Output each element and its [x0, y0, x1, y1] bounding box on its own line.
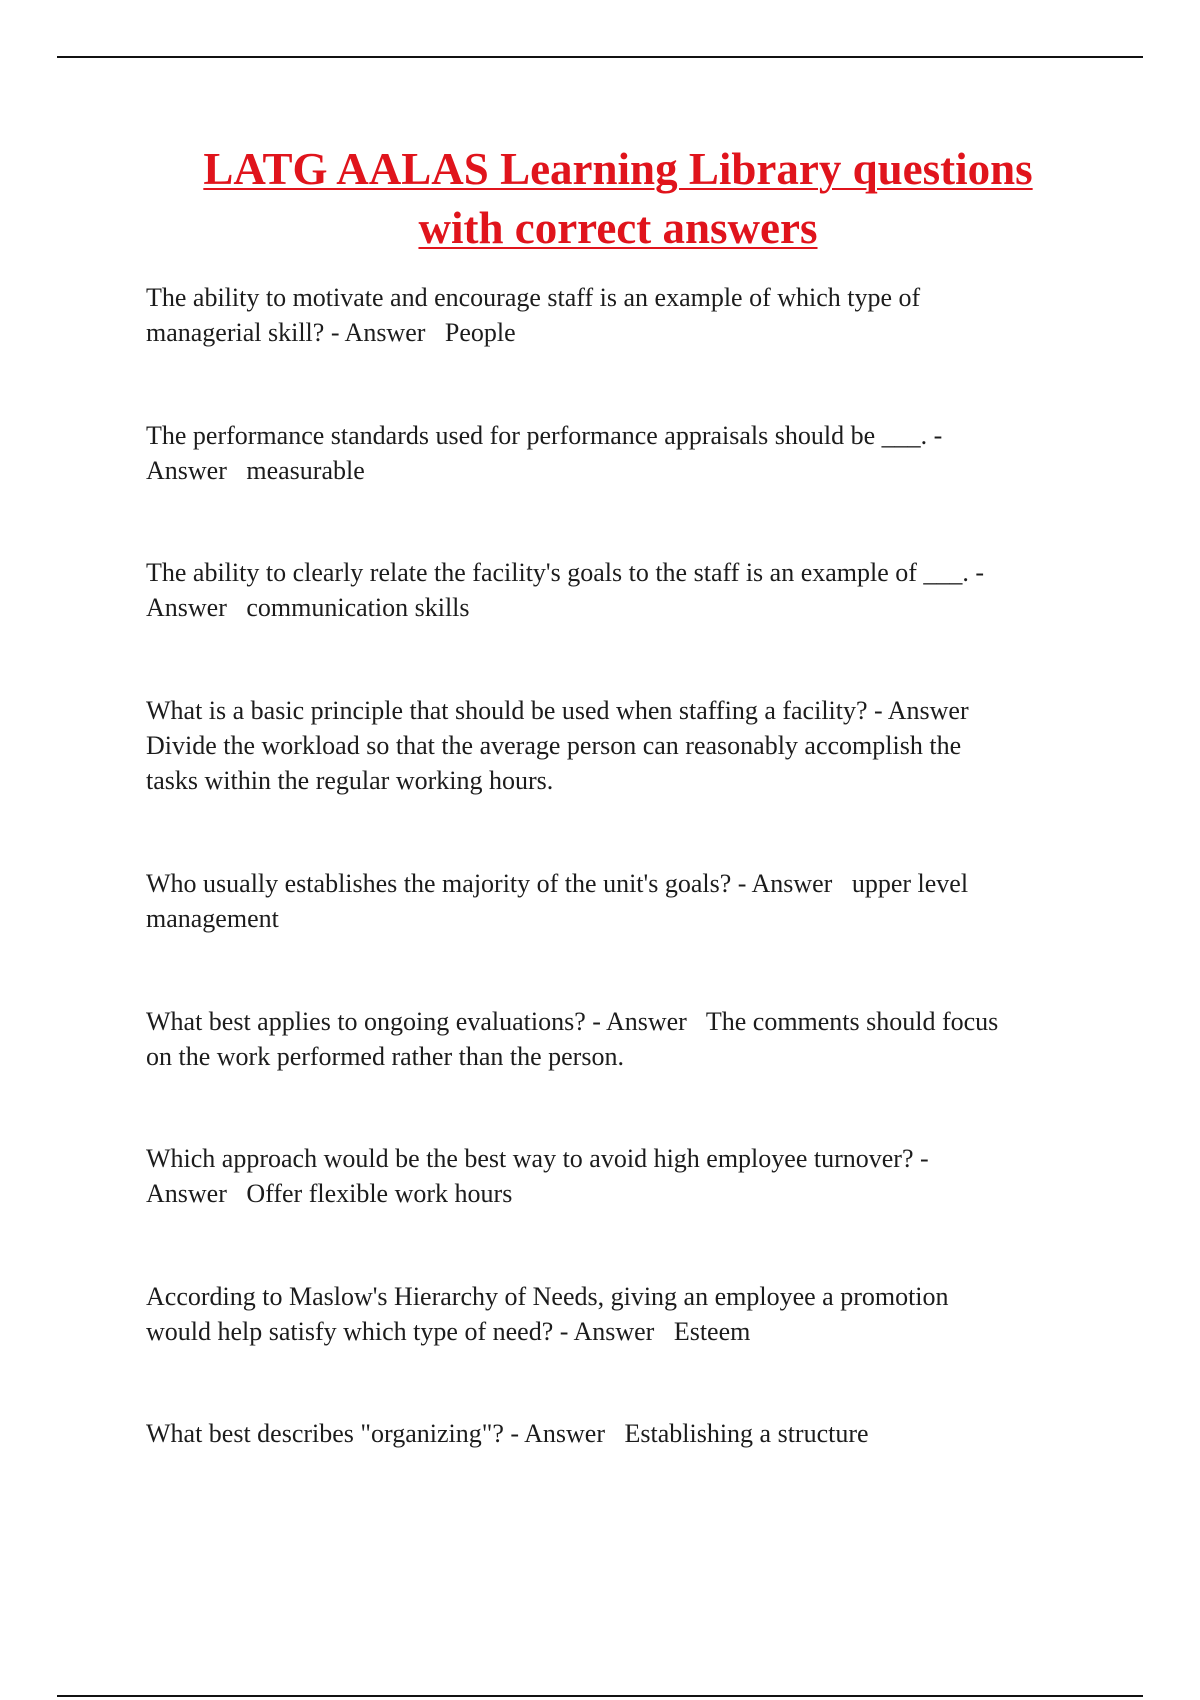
question-answer-3: The ability to clearly relate the facility's goals to the staff is an example of ___. - Answer communication skills — [146, 558, 985, 622]
title-line-2: with correct answers — [418, 203, 818, 253]
question-answer-6: What best applies to ongoing evaluations? - Answer The comments should focus on the work performed rather than the person. — [146, 1007, 999, 1071]
question-answer-8: According to Maslow's Hierarchy of Needs, giving an employee a promotion would help satisfy which type of need? - Answer Esteem — [146, 1282, 949, 1346]
question-answer-2: The performance standards used for performance appraisals should be ___. - Answer measurable — [146, 421, 943, 485]
question-answer-5: Who usually establishes the majority of the unit's goals? - Answer upper level management — [146, 869, 969, 933]
question-answer-9: What best describes "organizing"? - Answer Establishing a structure — [146, 1419, 869, 1448]
title-line-1: LATG AALAS Learning Library questions — [203, 144, 1033, 194]
bottom-rule — [57, 1695, 1143, 1697]
question-answer-7: Which approach would be the best way to avoid high employee turnover? - Answer Offer flexible work hours — [146, 1144, 929, 1208]
question-answer-4: What is a basic principle that should be used when staffing a facility? - Answer Divide the workload so that the average person can reasonably accomplish the tasks within the regular working hours. — [146, 696, 969, 795]
question-answer-1: The ability to motivate and encourage staff is an example of which type of managerial skill? - Answer People — [146, 283, 921, 347]
